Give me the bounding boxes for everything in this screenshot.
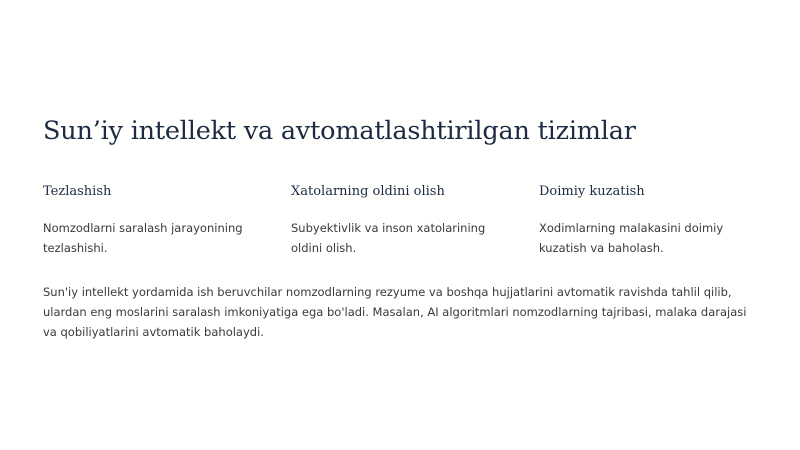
feature-description: Subyektivlik va inson xatolarining oldini olish. <box>291 221 486 255</box>
slide-title: Sun’iy intellekt va avtomatlashtirilgan tizimlar <box>43 116 636 146</box>
feature-description: Xodimlarning malakasini doimiy kuzatish va baholash. <box>539 221 724 255</box>
feature-columns <box>43 183 763 263</box>
body-paragraph: Sun'iy intellekt yordamida ish beruvchilar nomzodlarning rezyume va boshqa hujjatlarini avtomatik ravishda tahlil qilib, ulardan eng moslarini saralash imkoniyatiga ega bo'ladi. Masalan, AI algoritmlari nomzodlarning tajribasi, malaka darajasi va qobiliyatlarini avtomatik baholaydi. <box>43 285 747 339</box>
feature-heading: Doimiy kuzatish <box>539 184 645 199</box>
feature-heading: Xatolarning oldini olish <box>291 184 445 199</box>
feature-column-monitoring <box>539 183 754 258</box>
feature-column-speed <box>43 183 258 258</box>
feature-heading: Tezlashish <box>43 184 112 199</box>
feature-column-error-prevention <box>291 183 506 258</box>
feature-description: Nomzodlarni saralash jarayonining tezlashishi. <box>43 221 243 255</box>
